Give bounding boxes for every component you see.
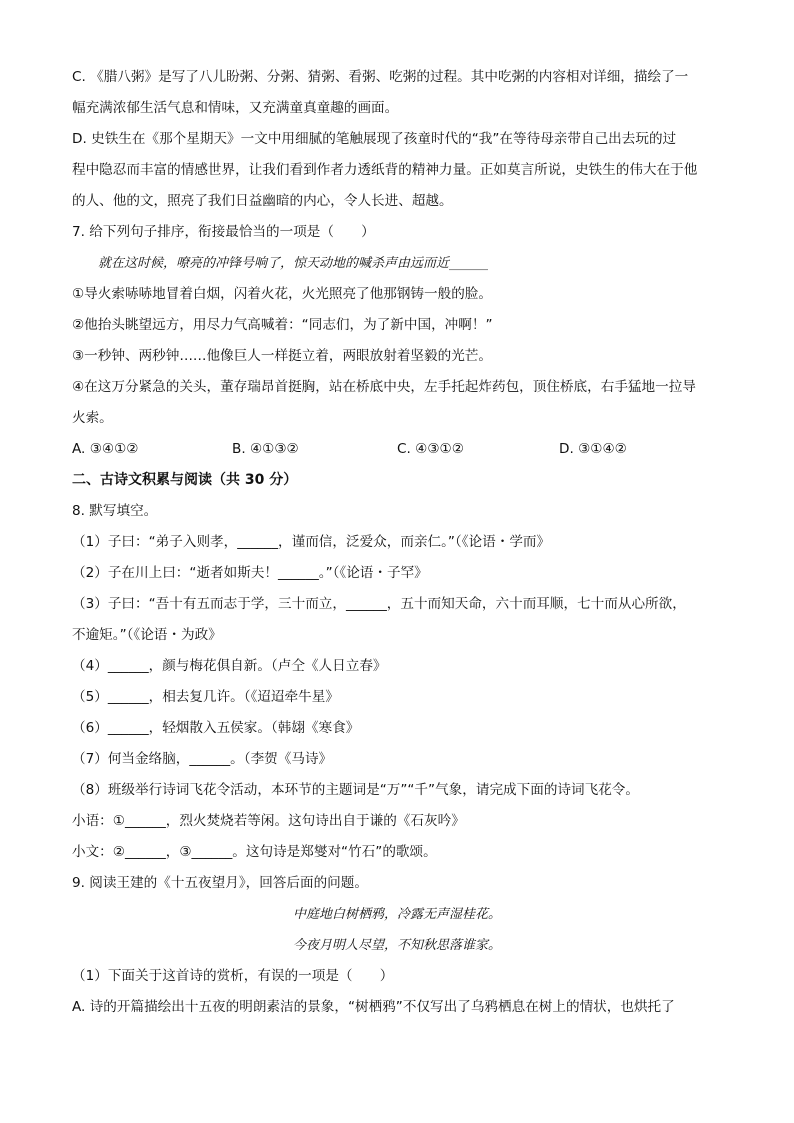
q7-options <box>72 434 722 465</box>
q9-sub-question-1: （1）下面关于这首诗的赏析，有误的一项是（ ） <box>72 968 394 984</box>
q8-item-2: （2）子在川上曰：“逝者如斯夫！______。”（《论语・子罕》 <box>72 565 428 581</box>
q8-item-7: （7）何当金络脑，______。（李贺《马诗》 <box>72 751 333 767</box>
q9-poem-line2: 今夜月明人尽望，不知秋思落谁家。 <box>292 938 501 953</box>
q6-option-d-line2: 程中隐忍而丰富的情感世界，让我们看到作者力透纸背的精神力量。正如莫言所说，史铁生的伟大在于他 <box>72 162 698 178</box>
q8-item-5: （5）______，相去复几许。（《迢迢牵牛星》 <box>72 689 339 705</box>
q7-sentence-4-line2: 火索。 <box>72 410 113 426</box>
section-2-heading: 二、古诗文积累与阅读（共 30 分） <box>72 472 298 488</box>
q8-item-1: （1）子曰：“弟子入则孝，______，谨而信，泛爱众，而亲仁。”（《论语・学而》 <box>72 534 551 550</box>
q7-option-a: A. ③④①② <box>72 441 139 457</box>
q7-sentence-4-line1: ④在这万分紧急的关头，董存瑞昂首挺胸，站在桥底中央，左手托起炸药包，顶住桥底，右手猛地一拉导 <box>72 379 696 395</box>
q8-item-6: （6）______，轻烟散入五侯家。（韩翃《寒食》 <box>72 720 360 736</box>
q9-option-a: A. 诗的开篇描绘出十五夜的明朗素洁的景象，“树栖鸦”不仅写出了乌鸦栖息在树上的情状，也烘托了 <box>72 999 675 1015</box>
q8-xiaoyu: 小语：①______，烈火焚烧若等闲。这句诗出自于谦的《石灰吟》 <box>72 813 465 829</box>
q8-stem: 8. 默写填空。 <box>72 503 158 519</box>
q8-item-3-line2: 不逾矩。”（《论语・为政》 <box>72 627 222 643</box>
document-page <box>72 62 722 1023</box>
q8-item-3-line1: （3）子曰：“吾十有五而志于学，三十而立，______，五十而知天命，六十而耳顺，七十而从心所欲， <box>72 596 686 612</box>
q6-option-c-line1: C. 《腊八粥》是写了八儿盼粥、分粥、猜粥、看粥、吃粥的过程。其中吃粥的内容相对详细，描绘了一 <box>72 69 689 85</box>
q6-option-d-line3: 的人、他的文，照亮了我们日益幽暗的内心，令人长进、超越。 <box>72 193 453 209</box>
q7-option-b: B. ④①③② <box>232 441 299 457</box>
q7-sentence-2: ②他抬头眺望远方，用尽力气高喊着：“同志们，为了新中国，冲啊！” <box>72 317 493 333</box>
q7-sentence-3: ③一秒钟、两秒钟……他像巨人一样挺立着，两眼放射着坚毅的光芒。 <box>72 348 492 364</box>
q7-stem: 7. 给下列句子排序，衔接最恰当的一项是（ ） <box>72 224 375 240</box>
q8-xiaowen: 小文：②______，③______。这句诗是郑燮对“竹石”的歌颂。 <box>72 844 437 860</box>
q6-option-c-line2: 幅充满浓郁生活气息和情味，又充满童真童趣的画面。 <box>72 100 399 116</box>
q8-item-8: （8）班级举行诗词飞花令活动，本环节的主题词是“万”“千”气象，请完成下面的诗词飞花令。 <box>72 782 639 798</box>
q7-option-c: C. ④③①② <box>397 441 464 457</box>
q9-stem: 9. 阅读王建的《十五夜望月》，回答后面的问题。 <box>72 875 368 891</box>
q6-option-d-line1: D. 史铁生在《那个星期天》一文中用细腻的笔触展现了孩童时代的“我”在等待母亲带自己出去玩的过 <box>72 131 677 147</box>
q7-option-d: D. ③①④② <box>559 441 627 457</box>
q8-item-4: （4）______，颜与梅花俱自新。（卢仝《人日立春》 <box>72 658 387 674</box>
q7-sentence-1: ①导火索哧哧地冒着白烟，闪着火花，火光照亮了他那钢铸一般的脸。 <box>72 286 492 302</box>
q9-poem-line1: 中庭地白树栖鸦，冷露无声湿桂花。 <box>292 907 501 922</box>
q7-lead-sentence: 就在这时候，嘹亮的冲锋号响了，惊天动地的喊杀声由远而近______ <box>98 256 489 271</box>
